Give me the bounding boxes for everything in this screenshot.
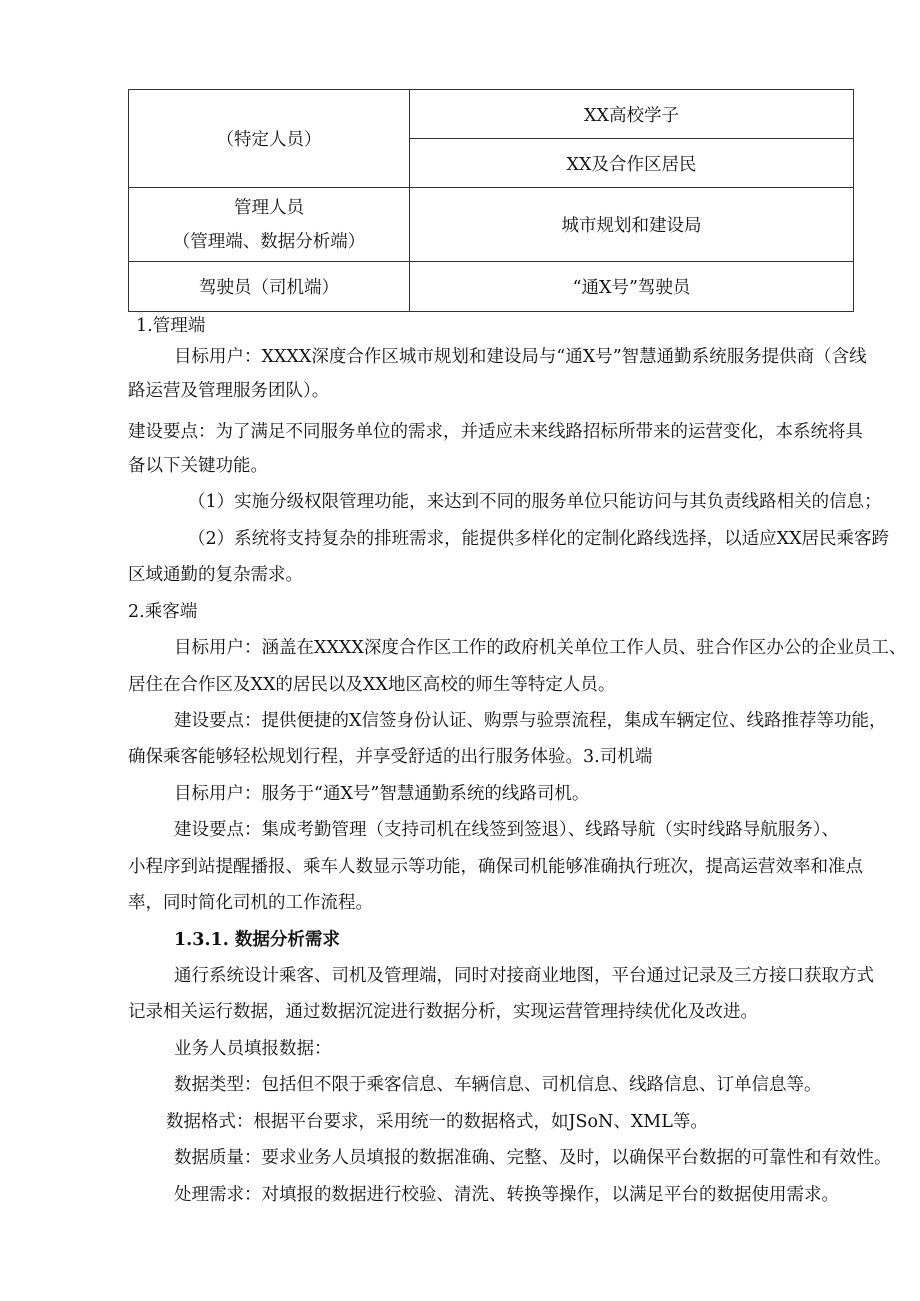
table-cell-text: XX及合作区居民 xyxy=(566,154,697,175)
table-cell-text: 驾驶员（司机端） xyxy=(199,278,339,298)
table-cell-text: （管理端、数据分析端） xyxy=(172,231,366,252)
paragraph-line: 路运营及管理服务团队）。 xyxy=(128,381,330,401)
table-cell xyxy=(410,139,854,188)
paragraph-line: 处理需求：对填报的数据进行校验、清洗、转换等操作，以满足平台的数据使用需求。 xyxy=(174,1185,839,1205)
paragraph-line: 目标用户：XXXX深度合作区城市规划和建设局与“通X号”智慧通勤系统服务提供商（含线 xyxy=(174,347,867,367)
table-cell xyxy=(410,90,854,139)
paragraph-line: 数据质量：要求业务人员填报的数据准确、完整、及时，以确保平台数据的可靠性和有效性。 xyxy=(174,1148,892,1168)
section-heading: 1.管理端 xyxy=(136,316,206,336)
section-heading: 2.乘客端 xyxy=(128,602,198,622)
paragraph-line: 通行系统设计乘客、司机及管理端，同时对接商业地图，平台通过记录及三方接口获取方式 xyxy=(174,966,874,986)
paragraph-line: 记录相关运行数据，通过数据沉淀进行数据分析，实现运营管理持续优化及改进。 xyxy=(128,1002,758,1022)
paragraph-line: 数据类型：包括但不限于乘客信息、车辆信息、司机信息、线路信息、订单信息等。 xyxy=(174,1075,822,1095)
paragraph-line: 确保乘客能够轻松规划行程，并享受舒适的出行服务体验。3.司机端 xyxy=(128,747,653,767)
paragraph-line: 率，同时简化司机的工作流程。 xyxy=(128,893,373,913)
subsection-heading: 1.3.1. 数据分析需求 xyxy=(174,930,340,950)
paragraph-line: 建设要点：提供便捷的X信签身份认证、购票与验票流程，集成车辆定位、线路推荐等功能， xyxy=(174,711,887,731)
paragraph-line: （1）实施分级权限管理功能，来达到不同的服务单位只能访问与其负责线路相关的信息； xyxy=(188,492,882,512)
paragraph-line: 建设要点：集成考勤管理（支持司机在线签到签退）、线路导航（实时线路导航服务）、 xyxy=(174,820,839,840)
paragraph-line: 目标用户：服务于“通X号”智慧通勤系统的线路司机。 xyxy=(174,784,590,804)
paragraph-line: 数据格式：根据平台要求，采用统一的数据格式，如JSoN、XML等。 xyxy=(166,1112,708,1132)
table-cell xyxy=(410,188,854,262)
paragraph-line: 建设要点：为了满足不同服务单位的需求，并适应未来线路招标所带来的运营变化，本系统将具 xyxy=(128,422,863,442)
table-cell xyxy=(129,90,410,188)
table-cell xyxy=(129,262,410,312)
table-cell xyxy=(410,262,854,312)
table-cell-text: “通X号”驾驶员 xyxy=(572,278,691,298)
paragraph-line: 居住在合作区及XX的居民以及XX地区高校的师生等特定人员。 xyxy=(128,675,616,695)
paragraph-line: 业务人员填报数据： xyxy=(174,1039,332,1059)
table-cell-text: 城市规划和建设局 xyxy=(561,216,702,236)
table-cell-text: （特定人员） xyxy=(216,130,322,150)
paragraph-line: 备以下关键功能。 xyxy=(128,456,268,476)
paragraph-line: 目标用户：涵盖在XXXX深度合作区工作的政府机关单位工作人员、驻合作区办公的企业员工、 xyxy=(174,638,907,658)
paragraph-line: 区域通勤的复杂需求。 xyxy=(128,565,303,585)
paragraph-line: （2）系统将支持复杂的排班需求，能提供多样化的定制化路线选择，以适应XX居民乘客跨 xyxy=(188,529,890,549)
table-cell xyxy=(129,188,410,262)
table-cell-text: XX高校学子 xyxy=(584,105,679,126)
table-cell-text: 管理人员 xyxy=(234,197,304,218)
paragraph-line: 小程序到站提醒播报、乘车人数显示等功能，确保司机能够准确执行班次，提高运营效率和准点 xyxy=(128,857,863,877)
user-role-table xyxy=(128,89,854,312)
